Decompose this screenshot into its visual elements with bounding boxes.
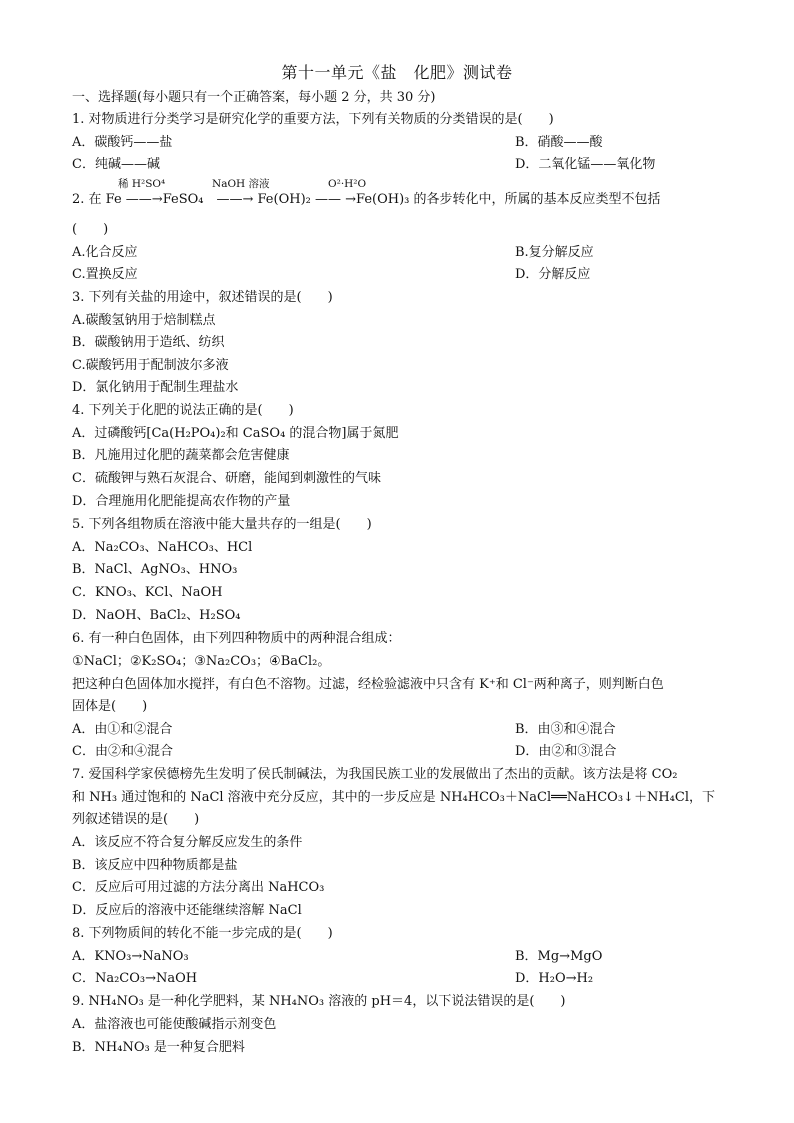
question-7-option-d: D．反应后的溶液中还能继续溶解 NaCl — [72, 903, 302, 918]
question-1-option-d: D．二氧化锰——氧化物 — [515, 157, 656, 172]
question-4-option-a: A．过磷酸钙[Ca(H₂PO₄)₂和 CaSO₄ 的混合物]属于氮肥 — [72, 426, 399, 441]
section-heading: 一、选择题(每小题只有一个正确答案，每小题 2 分，共 30 分) — [72, 90, 436, 105]
question-1-option-b: B．硝酸——酸 — [515, 135, 603, 150]
question-2-reagent-3: O²·H²O — [328, 178, 367, 190]
question-1-stem: 1. 对物质进行分类学习是研究化学的重要方法，下列有关物质的分类错误的是( ) — [72, 112, 554, 127]
question-7-text-3: 列叙述错误的是( ) — [72, 812, 200, 827]
question-8-option-c: C．Na₂CO₃→NaOH — [72, 971, 198, 986]
question-4-option-d: D．合理施用化肥能提高农作物的产量 — [72, 494, 291, 509]
question-2-option-a: A.化合反应 — [72, 245, 138, 260]
question-5-option-d: D．NaOH、BaCl₂、H₂SO₄ — [72, 608, 241, 623]
question-7-option-b: B．该反应中四种物质都是盐 — [72, 858, 238, 873]
question-3-option-b: B．碳酸钠用于造纸、纺织 — [72, 335, 225, 350]
question-9-stem: 9. NH₄NO₃ 是一种化学肥料，某 NH₄NO₃ 溶液的 pH＝4，以下说法错误的是( ) — [72, 994, 566, 1009]
question-2-option-d: D．分解反应 — [515, 267, 591, 282]
question-9-option-a: A．盐溶液也可能使酸碱指示剂变色 — [72, 1017, 277, 1032]
question-6-stem: 6. 有一种白色固体，由下列四种物质中的两种混合组成： — [72, 631, 401, 646]
question-5-stem: 5. 下列各组物质在溶液中能大量共存的一组是( ) — [72, 517, 372, 532]
question-2-reagent-1: 稀 H²SO⁴ — [118, 178, 166, 190]
question-3-option-c: C.碳酸钙用于配制波尔多液 — [72, 358, 229, 373]
question-8-option-d: D．H₂O→H₂ — [515, 971, 594, 986]
question-6-option-c: C．由②和④混合 — [72, 744, 173, 759]
question-6-option-a: A．由①和②混合 — [72, 722, 173, 737]
question-3-option-a: A.碳酸氢钠用于焙制糕点 — [72, 313, 216, 328]
question-5-option-b: B．NaCl、AgNO₃、HNO₃ — [72, 562, 238, 577]
question-7-option-a: A．该反应不符合复分解反应发生的条件 — [72, 835, 303, 850]
question-2-paren: ( ) — [72, 222, 109, 237]
question-4-stem: 4. 下列关于化肥的说法正确的是( ) — [72, 403, 294, 418]
question-7-option-c: C．反应后可用过滤的方法分离出 NaHCO₃ — [72, 880, 325, 895]
question-6-option-b: B．由③和④混合 — [515, 722, 616, 737]
question-8-option-a: A．KNO₃→NaNO₃ — [72, 949, 189, 964]
question-3-stem: 3. 下列有关盐的用途中，叙述错误的是( ) — [72, 290, 333, 305]
question-9-option-b: B．NH₄NO₃ 是一种复合肥料 — [72, 1040, 245, 1055]
question-7-text-1: 7. 爱国科学家侯德榜先生发明了侯氏制碱法，为我国民族工业的发展做出了杰出的贡献。该方法是将 CO₂ — [72, 767, 678, 782]
question-4-option-b: B．凡施用过化肥的蔬菜都会危害健康 — [72, 448, 290, 463]
question-6-items: ①NaCl；②K₂SO₄；③Na₂CO₃；④BaCl₂。 — [72, 654, 331, 669]
question-6-text: 把这种白色固体加水搅拌，有白色不溶物。过滤，经检验滤液中只含有 K⁺和 Cl⁻两种离子，则判断白色 — [72, 677, 664, 692]
question-2-option-c: C.置换反应 — [72, 267, 138, 282]
question-2-reagent-2: NaOH 溶液 — [212, 178, 270, 190]
question-5-option-c: C．KNO₃、KCl、NaOH — [72, 585, 223, 600]
question-6-text-cont: 固体是( ) — [72, 699, 148, 714]
question-7-text-2: 和 NH₃ 通过饱和的 NaCl 溶液中充分反应，其中的一步反应是 NH₄HCO₃＋NaCl══NaHCO₃↓＋NH₄Cl，下 — [72, 790, 715, 805]
question-4-option-c: C．硫酸钾与熟石灰混合、研磨，能闻到刺激性的气味 — [72, 471, 381, 486]
question-2-option-b: B.复分解反应 — [515, 245, 594, 260]
page-title: 第十一单元《盐 化肥》测试卷 — [281, 63, 513, 82]
question-6-option-d: D．由②和③混合 — [515, 744, 617, 759]
question-8-option-b: B．Mg→MgO — [515, 949, 603, 964]
question-5-option-a: A．Na₂CO₃、NaHCO₃、HCl — [72, 540, 253, 555]
question-3-option-d: D．氯化钠用于配制生理盐水 — [72, 380, 239, 395]
question-2-stem: 2. 在 Fe ——→FeSO₄ ——→ Fe(OH)₂ —— →Fe(OH)₃ 的各步转化中，所属的基本反应类型不包括 — [72, 192, 661, 207]
question-8-stem: 8. 下列物质间的转化不能一步完成的是( ) — [72, 926, 333, 941]
question-1-option-c: C．纯碱——碱 — [72, 157, 160, 172]
question-1-option-a: A．碳酸钙——盐 — [72, 135, 173, 150]
